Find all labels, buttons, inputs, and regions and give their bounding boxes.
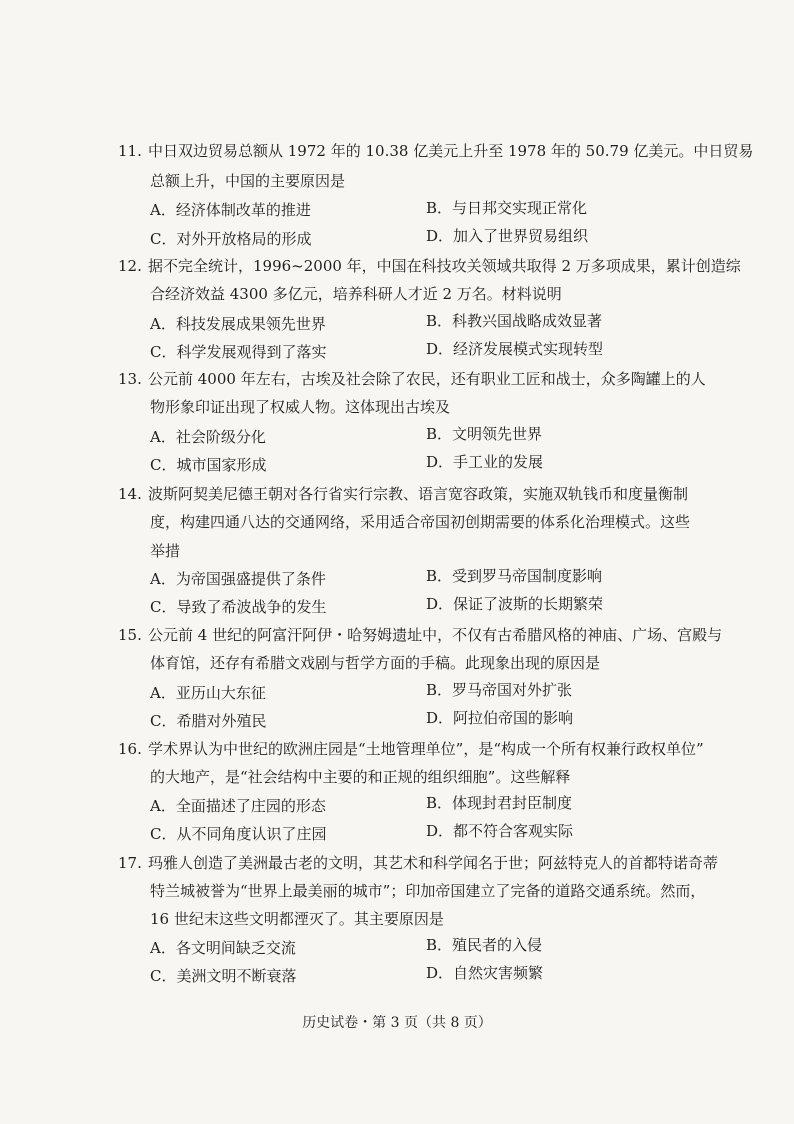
option-c: C．对外开放格局的形成 bbox=[150, 230, 312, 248]
question-number: 17. bbox=[118, 854, 142, 872]
option-a: A．经济体制改革的推进 bbox=[150, 201, 311, 219]
question-stem-line: 11. 中日双边贸易总额从 1972 年的 10.38 亿美元上升至 1978 年的 50.79 亿美元。中日贸易 bbox=[118, 142, 754, 160]
option-c: C．城市国家形成 bbox=[150, 456, 267, 474]
question-stem-line: 体育馆，还存有希腊文戏剧与哲学方面的手稿。此现象出现的原因是 bbox=[150, 654, 601, 672]
option-a: A．各文明间缺乏交流 bbox=[150, 939, 296, 957]
question-stem-line: 的大地产，是“社会结构中主要的和正规的组织细胞”。这些解释 bbox=[150, 768, 571, 786]
option-a: A．全面描述了庄园的形态 bbox=[150, 797, 326, 815]
question-stem-line: 特兰城被誉为“世界上最美丽的城市”；印加帝国建立了完备的道路交通系统。然而， bbox=[150, 882, 706, 900]
option-c: C．美洲文明不断衰落 bbox=[150, 967, 297, 985]
option-c: C．导致了希波战争的发生 bbox=[150, 598, 327, 616]
question-number: 12. bbox=[118, 257, 142, 275]
option-c: C．科学发展观得到了落实 bbox=[150, 343, 327, 361]
option-a: A．社会阶级分化 bbox=[150, 428, 266, 446]
question-number: 14. bbox=[118, 485, 142, 503]
question-stem-line: 13. 公元前 4000 年左右，古埃及社会除了农民，还有职业工匠和战士，众多陶罐上的人 bbox=[118, 370, 706, 388]
option-d: D．加入了世界贸易组织 bbox=[426, 227, 589, 245]
question-stem-line: 17. 玛雅人创造了美洲最古老的文明，其艺术和科学闻名于世；阿兹特克人的首都特诺奇蒂 bbox=[118, 854, 719, 872]
question-stem-line: 举措 bbox=[150, 542, 181, 560]
option-b: B．文明领先世界 bbox=[426, 425, 543, 443]
question-stem-line: 16 世纪末这些文明都湮灭了。其主要原因是 bbox=[150, 910, 444, 928]
option-d: D．都不符合客观实际 bbox=[426, 822, 574, 840]
option-d: D．保证了波斯的长期繁荣 bbox=[426, 595, 604, 613]
question-stem-line: 16. 学术界认为中世纪的欧洲庄园是“土地管理单位”，是“构成一个所有权兼行政权单位” bbox=[118, 740, 704, 758]
question-stem-line: 总额上升，中国的主要原因是 bbox=[150, 172, 346, 190]
question-stem-line: 15. 公元前 4 世纪的阿富汗阿伊・哈努姆遗址中，不仅有古希腊风格的神庙、广场、宫殿与 bbox=[118, 626, 723, 644]
question-number: 13. bbox=[118, 370, 142, 388]
question-stem-line: 度，构建四通八达的交通网络，采用适合帝国初创期需要的体系化治理模式。这些 bbox=[150, 513, 691, 531]
option-a: A．科技发展成果领先世界 bbox=[150, 315, 326, 333]
question-stem-line: 物形象印证出现了权威人物。这体现出古埃及 bbox=[150, 398, 451, 416]
question-number: 15. bbox=[118, 626, 142, 644]
option-a: A．亚历山大东征 bbox=[150, 684, 266, 702]
question-stem-line: 12. 据不完全统计，1996~2000 年，中国在科技攻关领域共取得 2 万多项成果，累计创造综 bbox=[118, 257, 741, 275]
page-footer: 历史试卷・第 3 页（共 8 页） bbox=[302, 1015, 492, 1031]
option-b: B．与日邦交实现正常化 bbox=[426, 199, 588, 217]
question-number: 16. bbox=[118, 740, 142, 758]
question-stem-line: 合经济效益 4300 多亿元，培养科研人才近 2 万名。材料说明 bbox=[150, 285, 562, 303]
option-d: D．自然灾害频繁 bbox=[426, 964, 544, 982]
question-number: 11. bbox=[118, 142, 142, 160]
option-b: B．殖民者的入侵 bbox=[426, 936, 543, 954]
option-c: C．从不同角度认识了庄园 bbox=[150, 825, 327, 843]
option-c: C．希腊对外殖民 bbox=[150, 712, 267, 730]
option-d: D．阿拉伯帝国的影响 bbox=[426, 709, 574, 727]
option-b: B．受到罗马帝国制度影响 bbox=[426, 567, 603, 585]
option-d: D．手工业的发展 bbox=[426, 453, 544, 471]
option-b: B．科教兴国战略成效显著 bbox=[426, 312, 603, 330]
option-a: A．为帝国强盛提供了条件 bbox=[150, 570, 326, 588]
question-stem-line: 14. 波斯阿契美尼德王朝对各行省实行宗教、语言宽容政策，实施双轨钱币和度量衡制 bbox=[118, 485, 689, 503]
option-b: B．罗马帝国对外扩张 bbox=[426, 681, 573, 699]
option-d: D．经济发展模式实现转型 bbox=[426, 340, 604, 358]
option-b: B．体现封君封臣制度 bbox=[426, 794, 573, 812]
